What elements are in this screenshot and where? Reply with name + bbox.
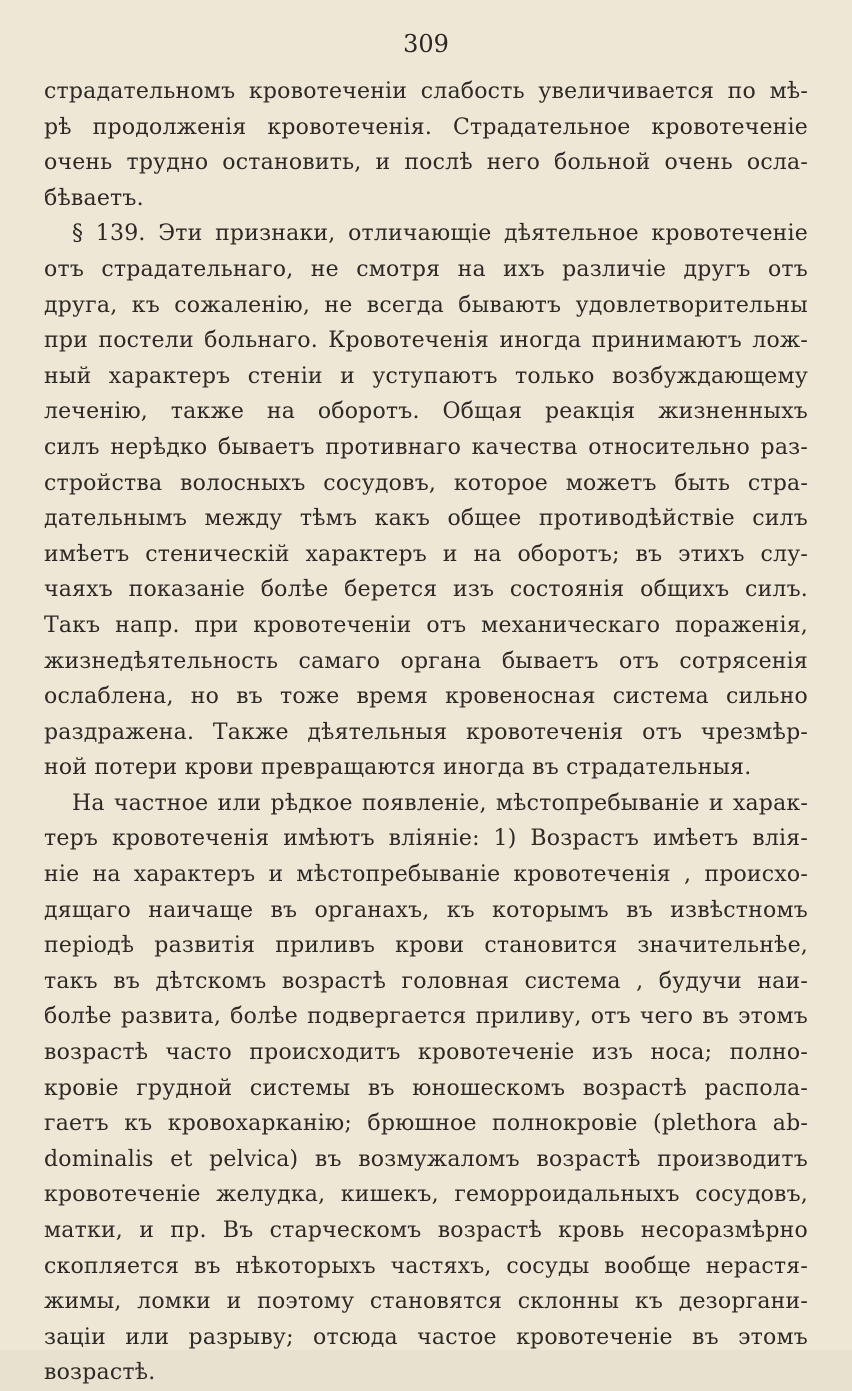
text-line: имѣетъ стеническій характеръ и на оборотъ; въ этихъ слу- — [44, 541, 808, 567]
text-line: теръ кровотеченія имѣютъ вліяніе: 1) Возрастъ имѣетъ влія- — [44, 826, 808, 852]
text-line: очень трудно остановить, и послѣ него больной очень осла- — [44, 150, 808, 176]
text-line: ніе на характеръ и мѣстопребываніе кровотеченія , происхо- — [44, 862, 808, 888]
text-line: матки, и пр. Въ старческомъ возрастѣ кровь несоразмѣрно — [44, 1218, 808, 1243]
text-line: ослаблена, но въ тоже время кровеносная система сильно — [44, 684, 808, 710]
text-line: стройства волосныхъ сосудовъ, которое можетъ быть стра- — [44, 470, 808, 496]
text-line: Такъ напр. при кровотеченіи отъ механическаго пораженія, — [44, 612, 808, 638]
text-line: бѣваетъ. — [44, 185, 144, 211]
page-number: 309 — [403, 30, 449, 58]
text-line: кровіе грудной системы въ юношескомъ возрастѣ распола- — [44, 1075, 808, 1101]
text-line: друга, къ сожаленію, не всегда бываютъ удовлетворительны — [44, 292, 808, 318]
text-line: возрастѣ. — [44, 1360, 156, 1386]
text-line: при постели больнаго. Кровотеченія иногда принимаютъ лож- — [44, 328, 808, 354]
text-line: заціи или разрыву; отсюда частое кровотеченіе въ этомъ — [44, 1324, 808, 1350]
text-line: болѣе развита, болѣе подвергается приливу, отъ чего въ этомъ — [44, 1004, 808, 1030]
text-line: кровотеченіе желудка, кишекъ, геморроидальныхъ сосудовъ, — [44, 1182, 808, 1208]
text-line: На частное или рѣдкое появленіе, мѣстопребываніе и харак- — [72, 790, 808, 816]
text-line: силъ нерѣдко бываетъ противнаго качества относительно раз- — [44, 434, 808, 460]
text-line: dominalis et pelvica) въ возмужаломъ возрастѣ производитъ — [44, 1146, 808, 1172]
text-line: гаетъ къ кровохарканію; брюшное полнокровіе (plethora ab- — [44, 1111, 808, 1137]
text-line: чаяхъ показаніе болѣе берется изъ состоянія общихъ силъ. — [44, 577, 808, 603]
text-line: дательнымъ между тѣмъ какъ общее противодѣйствіе силъ — [44, 506, 808, 532]
text-line: ной потери крови превращаются иногда въ страдательныя. — [44, 755, 752, 781]
text-line: § 139. Эти признаки, отличающіе дѣятельное кровотеченіе — [72, 221, 808, 247]
text-line: такъ въ дѣтскомъ возрастѣ головная система , будучи наи- — [44, 968, 808, 994]
text-line: періодѣ развитія приливъ крови становится значительнѣе, — [44, 933, 808, 959]
text-line: дящаго наичаще въ органахъ, къ которымъ въ извѣстномъ — [44, 897, 808, 923]
text-line: рѣ продолженія кровотеченія. Страдательное кровотеченіе — [44, 114, 808, 140]
text-line: страдательномъ кровотеченіи слабость увеличивается по мѣ- — [44, 79, 808, 104]
text-line: жизнедѣятельность самаго органа бываетъ отъ сотрясенія — [44, 648, 808, 674]
text-line: жимы, ломки и поэтому становятся склонны къ дезоргани- — [44, 1289, 808, 1315]
text-line: отъ страдательнаго, не смотря на ихъ различіе другъ отъ — [44, 256, 808, 282]
text-line: леченію, также на оборотъ. Общая реакція жизненныхъ — [44, 399, 808, 425]
text-line: скопляется въ нѣкоторыхъ частяхъ, сосуды вообще нерастя- — [44, 1253, 808, 1279]
text-line: ный характеръ стеніи и уступаютъ только возбуждающему — [44, 363, 808, 389]
text-line: возрастѣ часто происходитъ кровотеченіе изъ носа; полно- — [44, 1040, 808, 1066]
text-line: раздражена. Также дѣятельныя кровотеченія отъ чрезмѣр- — [44, 719, 808, 745]
